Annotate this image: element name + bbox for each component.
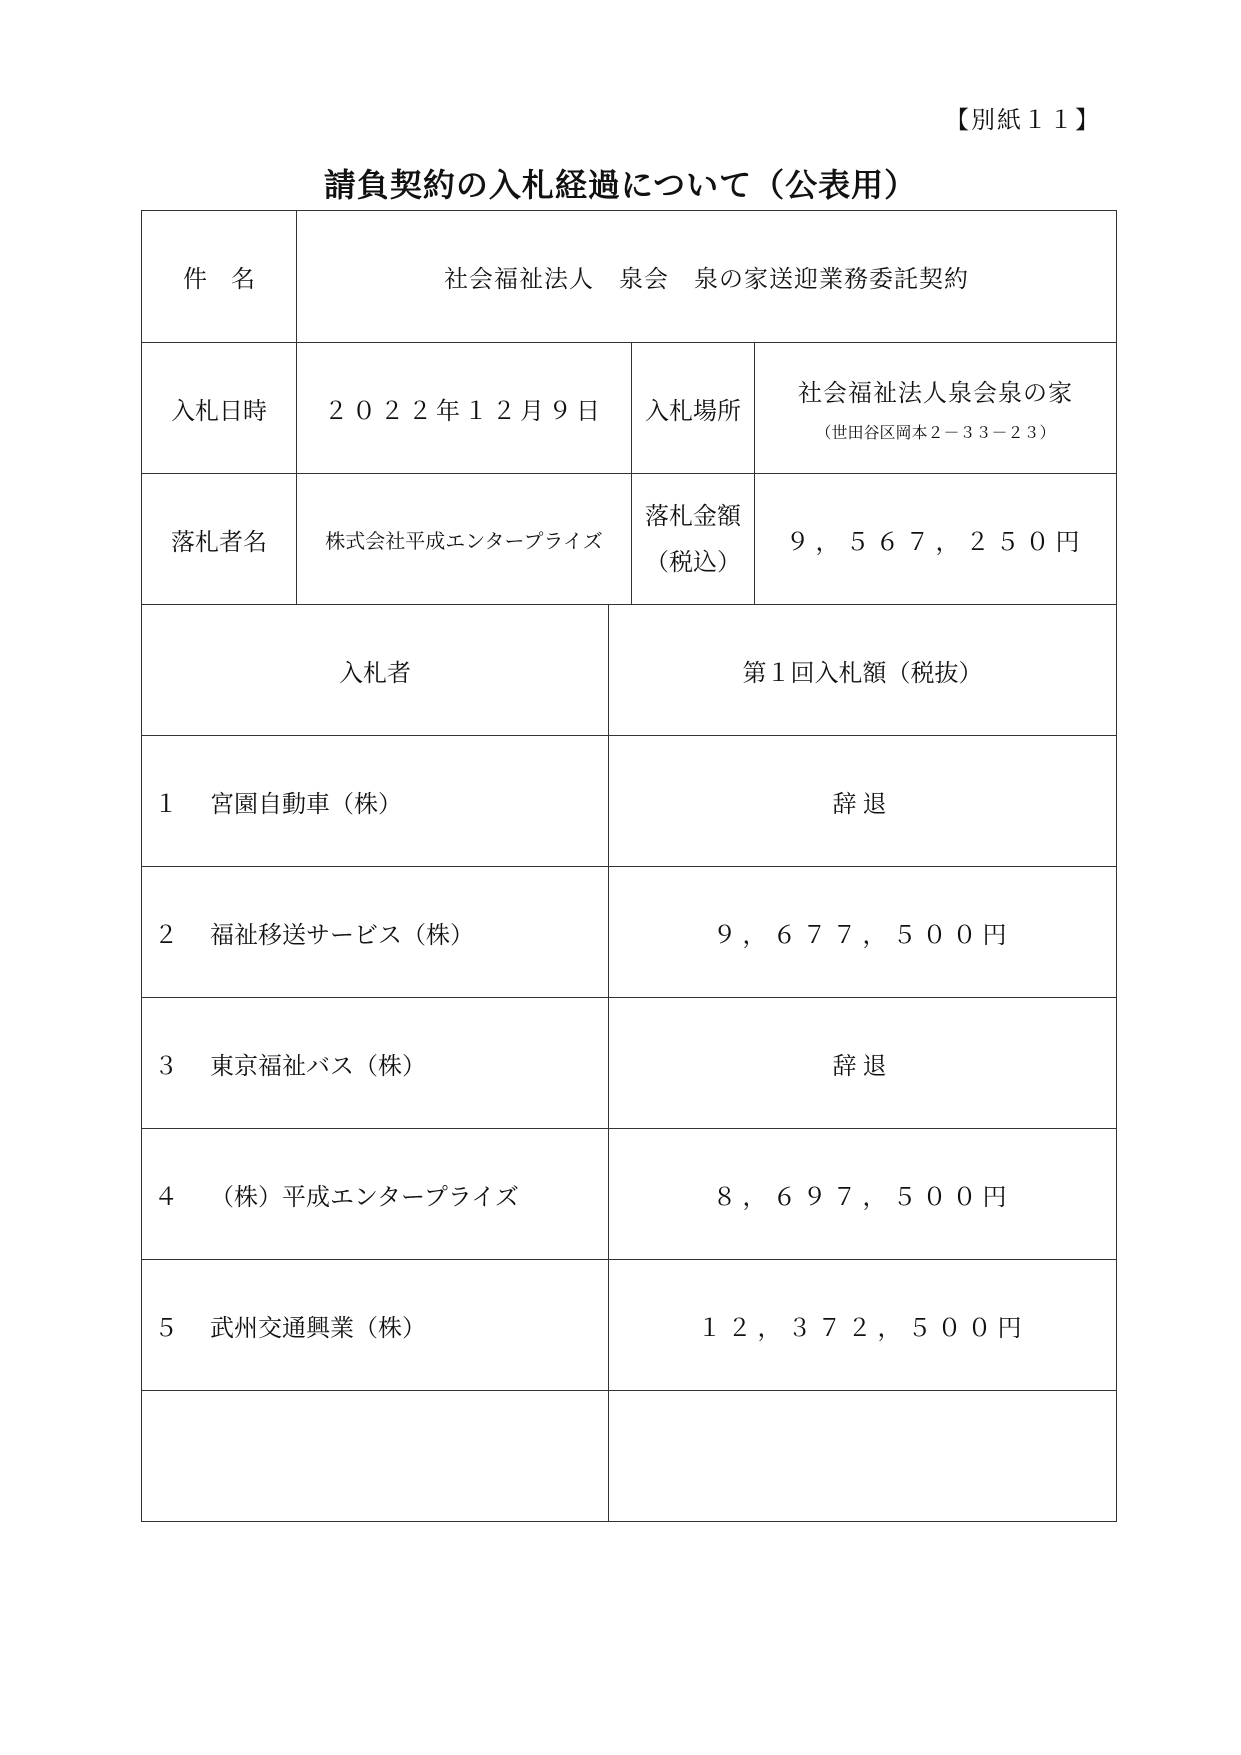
winning-amount-label-line2: （税込） — [645, 548, 741, 576]
bidder-name: （株）平成エンタープライズ — [210, 1182, 519, 1211]
bidder-cell — [142, 1260, 609, 1391]
bidder-number: ４ — [154, 1182, 178, 1211]
page-title: 請負契約の入札経過について（公表用） — [323, 166, 918, 204]
bid-date-label: 入札日時 — [142, 343, 297, 474]
empty-row — [142, 1391, 1117, 1522]
bid-place-value — [755, 343, 1117, 474]
header-bidder: 入札者 — [142, 605, 609, 736]
bid-amount: 辞退 — [609, 736, 1117, 867]
bidder-cell — [142, 867, 609, 998]
bidder-number: ５ — [154, 1313, 178, 1342]
winning-amount-label — [632, 474, 755, 605]
winning-amount-label-line1: 落札金額 — [645, 502, 741, 530]
table-row — [142, 998, 1117, 1129]
bidder-cell — [142, 998, 609, 1129]
table-row — [142, 867, 1117, 998]
subject-row — [142, 211, 1117, 343]
empty-bidder-cell — [142, 1391, 609, 1522]
subject-value: 社会福祉法人 泉会 泉の家送迎業務委託契約 — [297, 211, 1117, 343]
bidder-number: １ — [154, 789, 178, 818]
contract-info-table — [141, 210, 1117, 605]
bids-table — [141, 604, 1117, 1522]
winning-amount-value: ９，５６７，２５０円 — [755, 474, 1117, 605]
attachment-label: 【別紙１１】 — [945, 106, 1101, 134]
header-amount: 第１回入札額（税抜） — [609, 605, 1117, 736]
bid-place-address: （世田谷区岡本２－３３－２３） — [815, 423, 1056, 442]
table-row — [142, 1260, 1117, 1391]
winner-value: 株式会社平成エンタープライズ — [297, 474, 632, 605]
bid-amount: ８，６９７，５００円 — [609, 1129, 1117, 1260]
subject-label: 件 名 — [142, 211, 297, 343]
bidder-name: 武州交通興業（株） — [210, 1313, 426, 1342]
bids-header-row — [142, 605, 1117, 736]
empty-amount-cell — [609, 1391, 1117, 1522]
bid-amount: ９，６７７，５００円 — [609, 867, 1117, 998]
bidder-number: ３ — [154, 1051, 178, 1080]
bidder-name: 福祉移送サービス（株） — [210, 920, 474, 949]
bid-place-name: 社会福祉法人泉会泉の家 — [798, 379, 1073, 407]
bidder-name: 宮園自動車（株） — [210, 789, 402, 818]
bidder-number: ２ — [154, 920, 178, 949]
bidder-cell — [142, 736, 609, 867]
winner-row — [142, 474, 1117, 605]
bid-place-label: 入札場所 — [632, 343, 755, 474]
bidder-name: 東京福祉バス（株） — [210, 1051, 426, 1080]
bidder-cell — [142, 1129, 609, 1260]
table-row — [142, 1129, 1117, 1260]
bid-amount: 辞退 — [609, 998, 1117, 1129]
winner-label: 落札者名 — [142, 474, 297, 605]
table-row — [142, 736, 1117, 867]
bid-date-value: ２０２２年１２月９日 — [297, 343, 632, 474]
bid-amount: １２，３７２，５００円 — [609, 1260, 1117, 1391]
date-place-row — [142, 343, 1117, 474]
